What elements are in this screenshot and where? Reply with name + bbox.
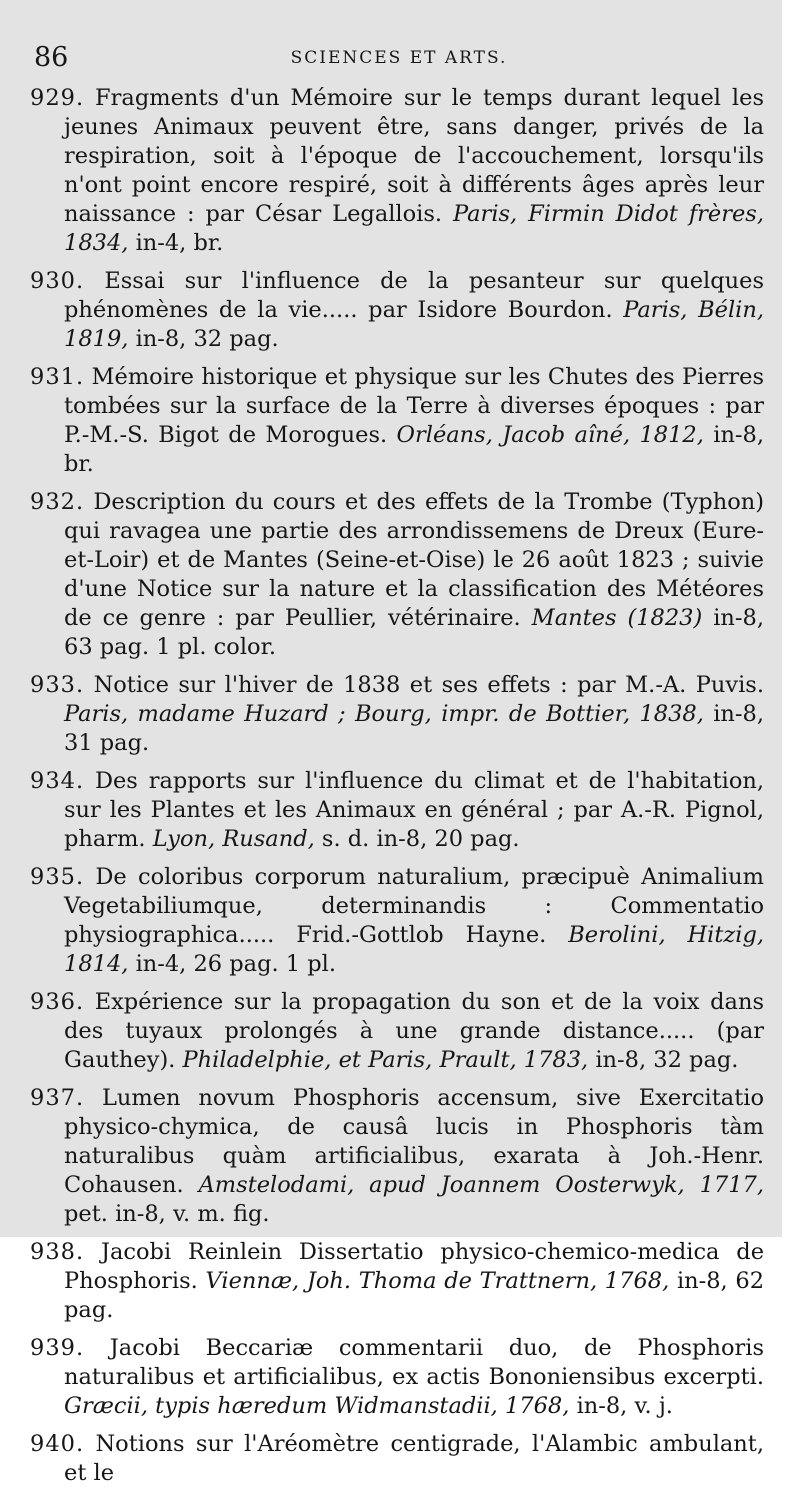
bibliography-entry [30, 363, 764, 479]
entry-title: Jacobi Reinlein Dissertatio physico-chemico-medica de Phosphoris. [64, 1239, 765, 1294]
entry-title: De coloribus corporum naturalium, præcipuè Animalium Vegetabiliumque, determinandis : Commentatio physiographica..... Frid.-Gottlob Hayne. [64, 864, 765, 948]
bibliography-entry [30, 1430, 764, 1488]
entry-number: 939. [30, 1335, 85, 1361]
entry-title: Des rapports sur l'influence du climat et de l'habitation, sur les Plantes et les Animaux en général ; par A.-R. Pignol, pharm. [64, 768, 765, 852]
entry-number: 932. [30, 489, 85, 515]
page-header [34, 42, 764, 82]
entry-number: 929. [30, 85, 85, 111]
entry-format: in-8, 63 pag. 1 pl. color. [64, 605, 764, 660]
bibliography-entry [30, 767, 764, 854]
entry-title: Description du cours et des effets de la Trombe (Typhon) qui ravagea une partie des arrondissemens de Dreux (Eure-et-Loir) et de Mantes (Seine-et-Oise) le 26 août 1823 ; suivie d'une Notice sur la nature et la classification des Météores de ce genre : par Peullier, vétérinaire. [64, 489, 765, 631]
page-number: 86 [34, 42, 69, 73]
entry-title: Lumen novum Phosphoris accensum, sive Exercitatio physico-chymica, de causâ lucis in Phosphoris tàm naturalibus quàm artificialibus, exarata à Joh.-Henr. Cohausen. [64, 1085, 764, 1198]
entry-number: 931. [30, 364, 85, 390]
entry-number: 930. [30, 268, 85, 294]
bibliography-entry [30, 267, 764, 354]
entry-format: in-4, br. [135, 230, 224, 256]
entry-imprint: Lyon, Rusand, [152, 826, 315, 852]
bibliography-entry [30, 988, 764, 1075]
entry-format: in-8, 32 pag. [135, 326, 279, 352]
entry-title: Notions sur l'Aréomètre centigrade, l'Alambic ambulant, et le [64, 1431, 764, 1486]
entry-number: 937. [30, 1085, 85, 1111]
entry-imprint: Mantes (1823) [531, 605, 703, 631]
entry-title: Jacobi Beccariæ commentarii duo, de Phosphoris naturalibus et artificialibus, ex actis Bononiensibus excerpti. [64, 1335, 764, 1390]
entry-number: 933. [30, 672, 85, 698]
page-edge [782, 0, 800, 1237]
entry-format: in-8, 31 pag. [64, 701, 764, 756]
bibliography-entry [30, 1084, 764, 1229]
bibliography-entry [30, 1238, 764, 1325]
entry-title: Expérience sur la propagation du son et de la voix dans des tuyaux prolongés à une grande distance..... (par Gauthey). [64, 989, 765, 1073]
entry-imprint: Paris, madame Huzard ; Bourg, impr. de Bottier, 1838, [64, 701, 704, 727]
bibliography-list [30, 84, 764, 1497]
entry-format: in-8, 62 pag. [64, 1268, 765, 1323]
entry-imprint: Græcii, typis hæredum Widmanstadii, 1768, [64, 1393, 570, 1419]
entry-imprint: Berolini, Hitzig, 1814, [64, 922, 765, 977]
entry-format: in-8, v. j. [576, 1393, 673, 1419]
bibliography-entry [30, 84, 764, 258]
entry-title: Essai sur l'influence de la pesanteur sur quelques phénomènes de la vie..... par Isidore Bourdon. [64, 268, 764, 323]
entry-number: 940. [30, 1431, 85, 1457]
entry-format: pet. in-8, v. m. fig. [64, 1201, 270, 1227]
entry-number: 936. [30, 989, 85, 1015]
bibliography-entry [30, 671, 764, 758]
entry-format: s. d. in-8, 20 pag. [321, 826, 520, 852]
bibliography-entry [30, 488, 764, 662]
entry-imprint: Philadelphie, et Paris, Prault, 1783, [182, 1047, 589, 1073]
entry-format: in-8, 32 pag. [595, 1047, 739, 1073]
entry-number: 938. [30, 1239, 85, 1265]
entry-imprint: Paris, Bélin, 1819, [64, 297, 764, 352]
entry-title: Notice sur l'hiver de 1838 et ses effets : par M.-A. Puvis. [93, 672, 764, 698]
entry-number: 934. [30, 768, 85, 794]
entry-format: in-4, 26 pag. 1 pl. [135, 951, 337, 977]
entry-title: Fragments d'un Mémoire sur le temps durant lequel les jeunes Animaux peuvent être, sans danger, privés de la respiration, soit à l'époque de l'accouchement, lorsqu'ils n'ont point encore respiré, soit à différents âges après leur naissance : par César Legallois. [64, 85, 764, 227]
running-head: SCIENCES ET ARTS. [290, 48, 508, 68]
entry-title: Mémoire historique et physique sur les Chutes des Pierres tombées sur la surface de la Terre à diverses époques : par P.-M.-S. Bigot de Morogues. [64, 364, 765, 448]
bibliography-entry [30, 1334, 764, 1421]
entry-format: in-8, br. [64, 422, 765, 477]
entry-imprint: Amstelodami, apud Joannem Oosterwyk, 1717, [198, 1172, 764, 1198]
entry-imprint: Viennæ, Joh. Thoma de Trattnern, 1768, [205, 1268, 670, 1294]
entry-imprint: Orléans, Jacob aîné, 1812, [396, 422, 704, 448]
entry-number: 935. [30, 864, 85, 890]
bibliography-entry [30, 863, 764, 979]
entry-imprint: Paris, Firmin Didot frères, 1834, [64, 201, 764, 256]
